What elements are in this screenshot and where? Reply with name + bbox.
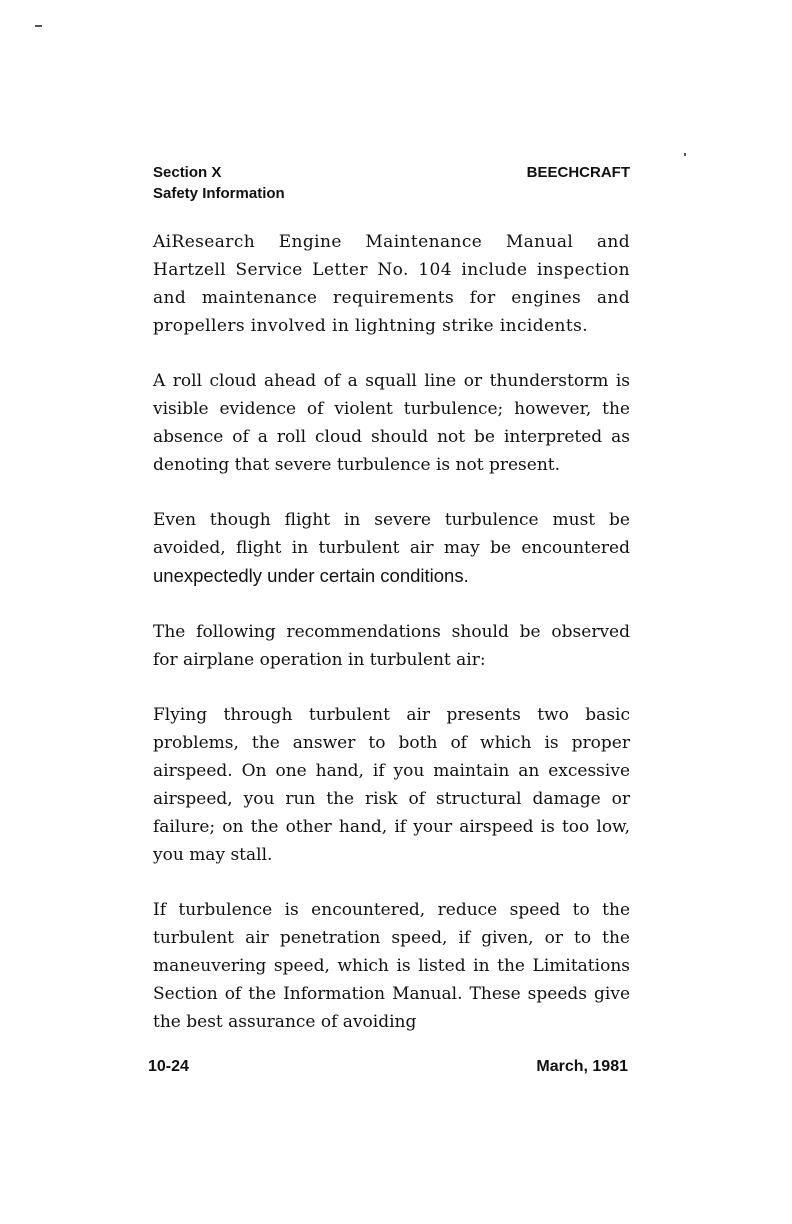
paragraph-text: Even though flight in severe turbulence must be avoided, flight in turbulent air may be encountered <box>153 510 630 558</box>
subsection-title: Safety Information <box>153 185 285 202</box>
revision-date: March, 1981 <box>536 1058 628 1075</box>
paragraph-roll-cloud: A roll cloud ahead of a squall line or thunderstorm is visible evidence of violent turbulence; however, the absence of a roll cloud should not be interpreted as denoting that severe turbulence is not present. <box>153 371 630 475</box>
paragraph-recommendations: The following recommendations should be observed for airplane operation in turbulent air: <box>153 622 630 670</box>
body-text <box>153 228 630 1063</box>
paragraph-airspeed-problems: Flying through turbulent air presents two basic problems, the answer to both of which is proper airspeed. On one hand, if you maintain an excessive airspeed, you run the risk of structural damage or failure; on the other hand, if your airspeed is too low, you may stall. <box>153 705 630 865</box>
paragraph-severe-turbulence <box>153 506 630 591</box>
brand-name: BEECHCRAFT <box>526 164 630 181</box>
page-number: 10-24 <box>148 1058 189 1075</box>
paragraph-text-emphasized: unexpectedly under certain conditions. <box>153 565 469 586</box>
scan-speck <box>684 153 686 156</box>
scan-speck <box>35 25 42 27</box>
paragraph-lightning-inspection: AiResearch Engine Maintenance Manual and Hartzell Service Letter No. 104 include inspection and maintenance requirements for engines and propellers involved in lightning strike incidents. <box>153 232 630 336</box>
section-title: Section X <box>153 164 222 181</box>
paragraph-reduce-speed: If turbulence is encountered, reduce speed to the turbulent air penetration speed, if given, or to the maneuvering speed, which is listed in the Limitations Section of the Information Manual. These speeds give the best assurance of avoiding <box>153 900 630 1032</box>
